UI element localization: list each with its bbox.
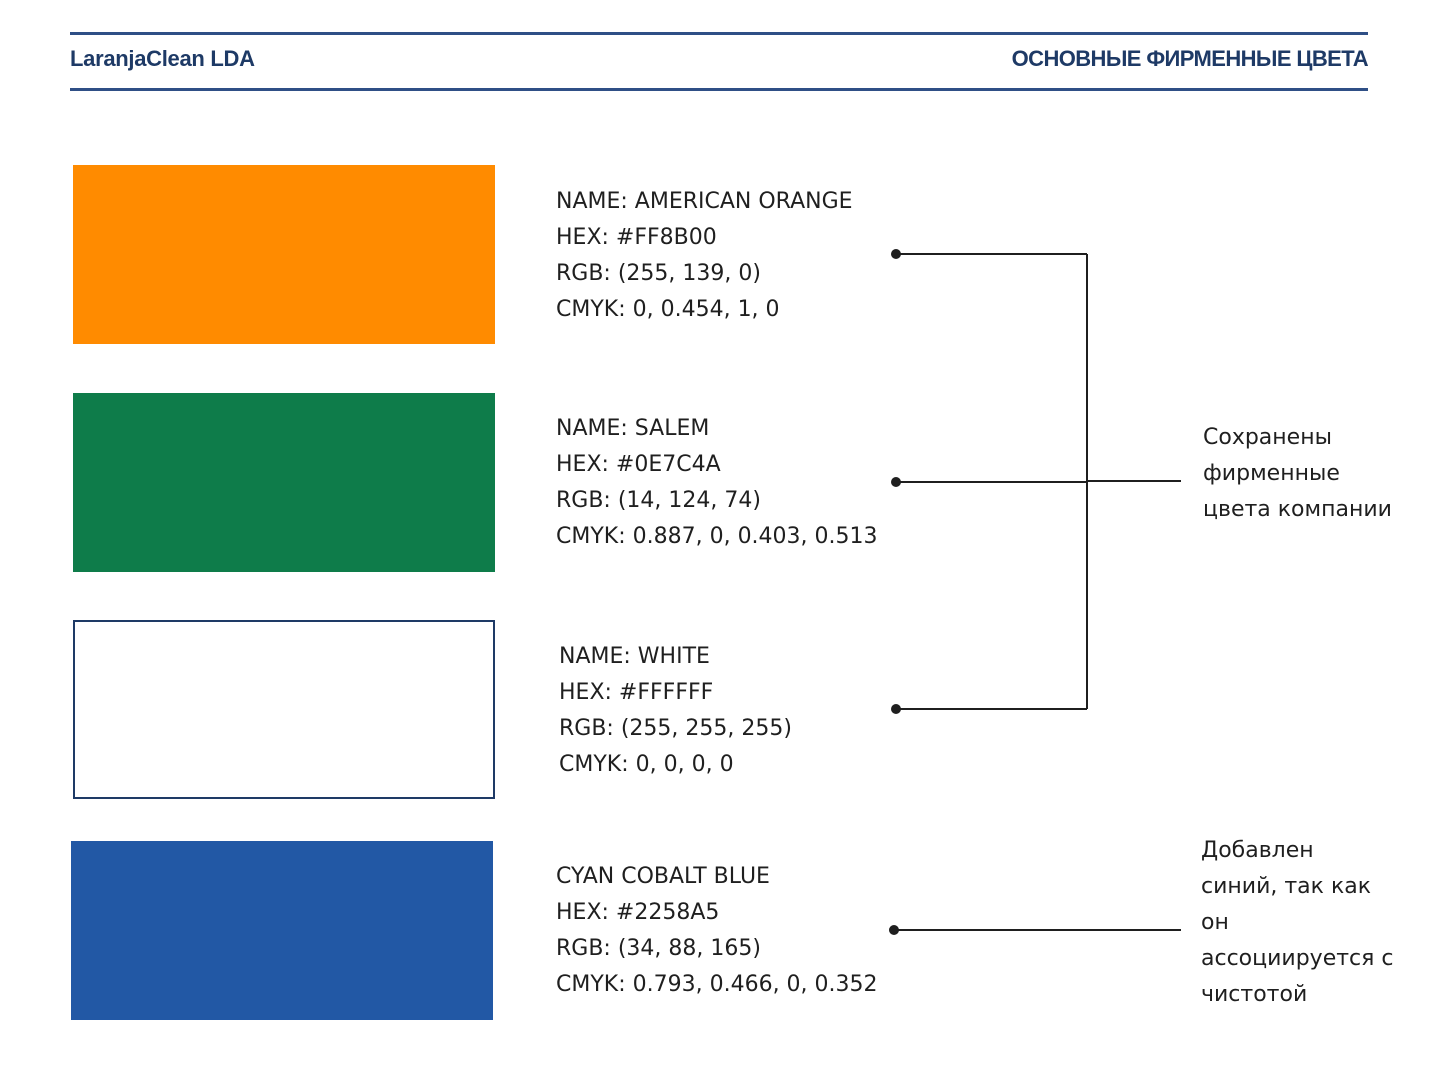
dot-orange [891, 249, 901, 259]
page-title: ОСНОВНЫЕ ФИРМЕННЫЕ ЦВЕТА [1011, 46, 1368, 71]
dot-white [891, 704, 901, 714]
note-added-blue: Добавлен синий, так как он ассоциируется с чистотой [1201, 838, 1394, 1007]
header-rule-bottom [70, 88, 1368, 91]
color-rgb: RGB: (14, 124, 74) [556, 488, 761, 513]
color-cmyk: CMYK: 0.793, 0.466, 0, 0.352 [556, 972, 878, 997]
color-rgb: RGB: (255, 255, 255) [559, 716, 792, 741]
swatch-cyan-cobalt-blue [71, 841, 493, 1020]
color-cmyk: CMYK: 0.887, 0, 0.403, 0.513 [556, 524, 878, 549]
connector-dots [889, 249, 901, 935]
color-name: NAME: WHITE [559, 644, 710, 669]
color-info-american-orange [556, 184, 853, 328]
bracket-group [894, 254, 1181, 930]
dot-salem [891, 477, 901, 487]
color-hex: HEX: #2258A5 [556, 900, 720, 925]
color-name: NAME: SALEM [556, 416, 710, 441]
dot-blue [889, 925, 899, 935]
color-rgb: RGB: (255, 139, 0) [556, 261, 761, 286]
color-rgb: RGB: (34, 88, 165) [556, 936, 761, 961]
swatch-white [73, 620, 495, 799]
color-info-white [559, 639, 792, 783]
color-hex: HEX: #FFFFFF [559, 680, 714, 705]
note-kept-colors: Сохранены фирменные цвета компании [1203, 425, 1392, 522]
header-rule-top [70, 32, 1368, 35]
color-info-cyan-cobalt-blue [556, 859, 878, 1003]
swatch-salem [73, 393, 495, 572]
color-name: NAME: AMERICAN ORANGE [556, 189, 853, 214]
color-cmyk: CMYK: 0, 0.454, 1, 0 [556, 297, 780, 322]
color-hex: HEX: #FF8B00 [556, 225, 717, 250]
color-cmyk: CMYK: 0, 0, 0, 0 [559, 752, 734, 777]
swatch-american-orange [73, 165, 495, 344]
color-hex: HEX: #0E7C4A [556, 452, 721, 477]
brand-name: LaranjaClean LDA [70, 46, 255, 71]
color-name: CYAN COBALT BLUE [556, 864, 770, 889]
color-info-salem [556, 411, 878, 555]
